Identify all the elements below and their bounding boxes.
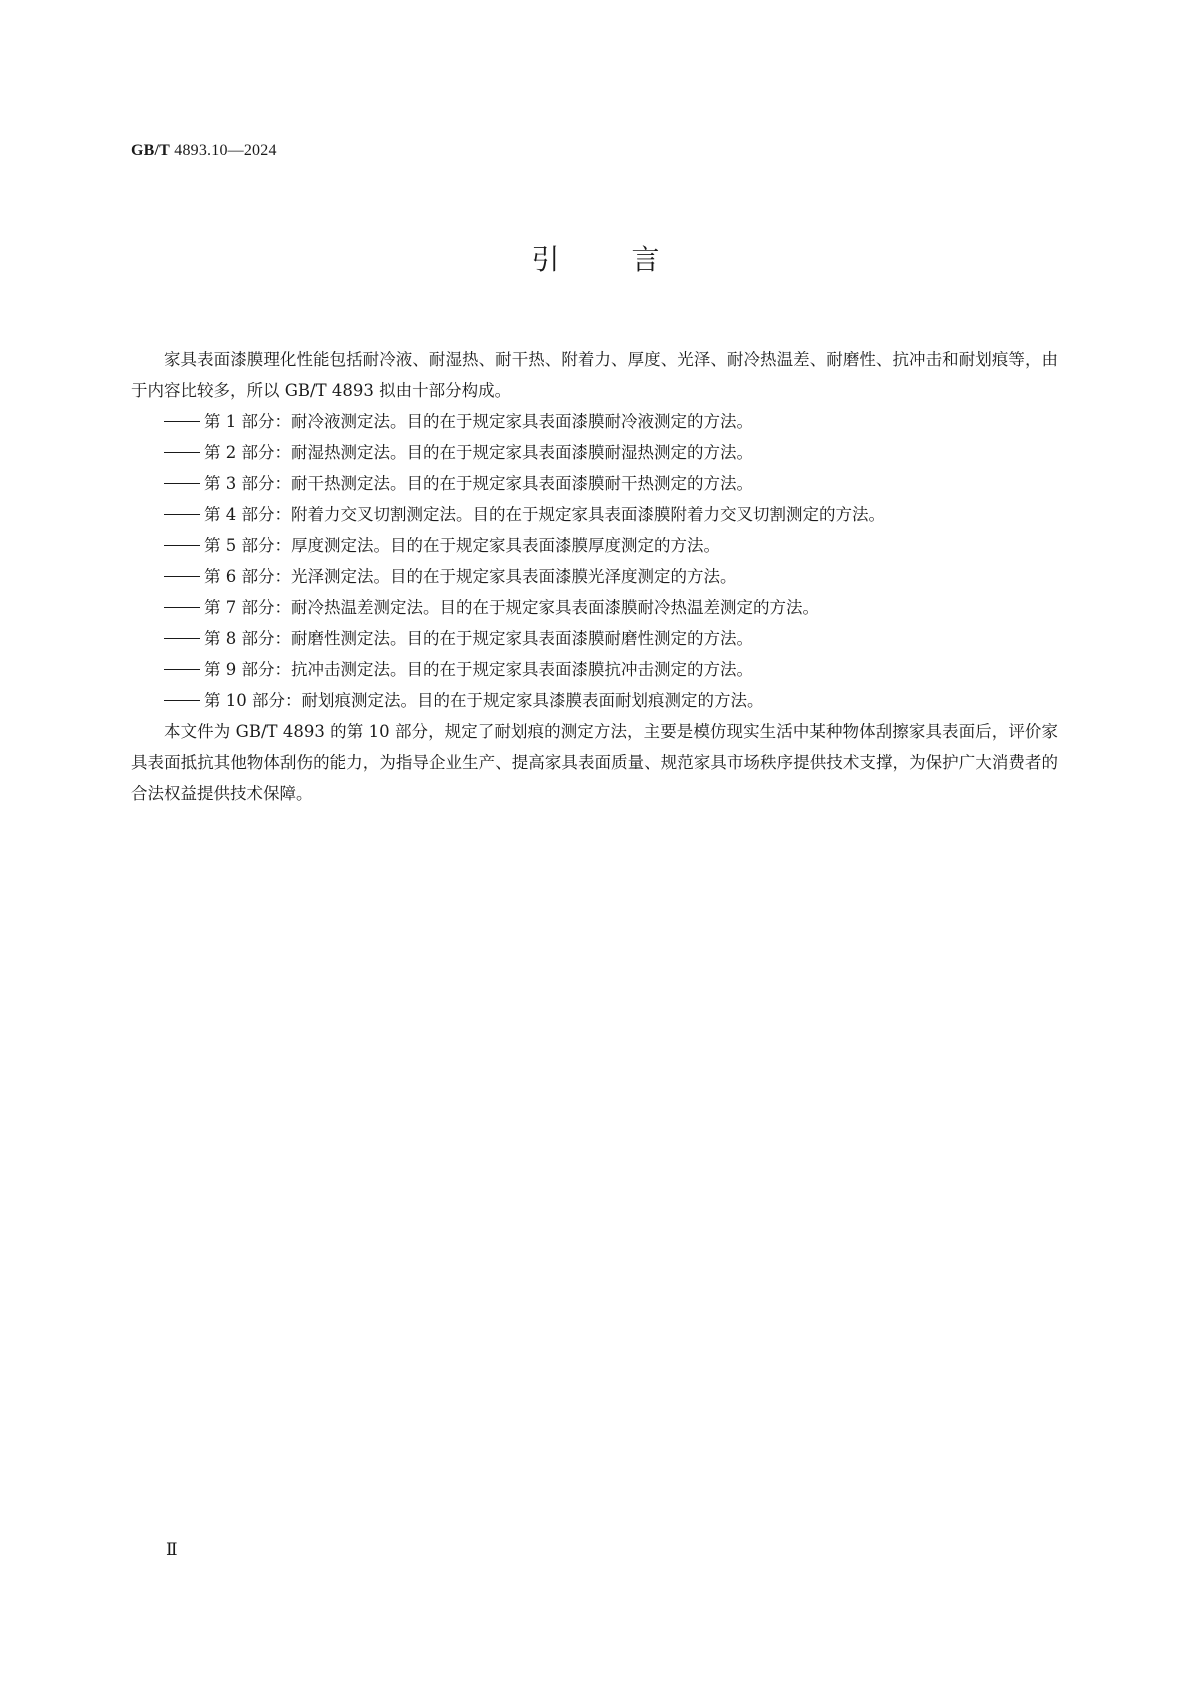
intro-paragraph: 家具表面漆膜理化性能包括耐冷液、耐湿热、耐干热、附着力、厚度、光泽、耐冷热温差、耐磨性、抗冲击和耐划痕等，由于内容比较多，所以 GB/T 4893 拟由十部分构成。 bbox=[131, 350, 1058, 400]
list-item bbox=[131, 592, 1058, 623]
list-item-text: 第 6 部分：光泽测定法。目的在于规定家具表面漆膜光泽度测定的方法。 bbox=[204, 567, 737, 586]
introduction-body bbox=[131, 344, 1058, 809]
standard-code bbox=[131, 142, 277, 160]
list-item-text: 第 7 部分：耐冷热温差测定法。目的在于规定家具表面漆膜耐冷热温差测定的方法。 bbox=[204, 598, 819, 617]
list-item bbox=[131, 561, 1058, 592]
list-item bbox=[131, 685, 1058, 716]
parts-list bbox=[131, 406, 1058, 716]
standard-prefix: GB/T bbox=[131, 142, 171, 159]
list-item-text: 第 8 部分：耐磨性测定法。目的在于规定家具表面漆膜耐磨性测定的方法。 bbox=[204, 629, 753, 648]
list-item bbox=[131, 623, 1058, 654]
list-item-text: 第 10 部分：耐划痕测定法。目的在于规定家具漆膜表面耐划痕测定的方法。 bbox=[204, 691, 764, 710]
list-item bbox=[131, 530, 1058, 561]
list-item-text: 第 9 部分：抗冲击测定法。目的在于规定家具表面漆膜抗冲击测定的方法。 bbox=[204, 660, 753, 679]
list-item bbox=[131, 437, 1058, 468]
closing-paragraph: 本文件为 GB/T 4893 的第 10 部分，规定了耐划痕的测定方法，主要是模仿现实生活中某种物体刮擦家具表面后，评价家具表面抵抗其他物体刮伤的能力，为指导企业生产、提高家具表面质量、规范家具市场秩序提供技术支撑，为保护广大消费者的合法权益提供技术保障。 bbox=[131, 722, 1058, 803]
list-item-text: 第 2 部分：耐湿热测定法。目的在于规定家具表面漆膜耐湿热测定的方法。 bbox=[204, 443, 753, 462]
standard-number: 4893.10—2024 bbox=[174, 142, 277, 159]
list-item bbox=[131, 654, 1058, 685]
list-item-text: 第 4 部分：附着力交叉切割测定法。目的在于规定家具表面漆膜附着力交叉切割测定的方法。 bbox=[204, 505, 885, 524]
list-item-text: 第 5 部分：厚度测定法。目的在于规定家具表面漆膜厚度测定的方法。 bbox=[204, 536, 720, 555]
list-item bbox=[131, 499, 1058, 530]
list-item-text: 第 3 部分：耐干热测定法。目的在于规定家具表面漆膜耐干热测定的方法。 bbox=[204, 474, 753, 493]
page-number: Ⅱ bbox=[166, 1540, 178, 1559]
list-item-text: 第 1 部分：耐冷液测定法。目的在于规定家具表面漆膜耐冷液测定的方法。 bbox=[204, 412, 753, 431]
list-item bbox=[131, 406, 1058, 437]
list-item bbox=[131, 468, 1058, 499]
section-title: 引言 bbox=[531, 243, 732, 276]
